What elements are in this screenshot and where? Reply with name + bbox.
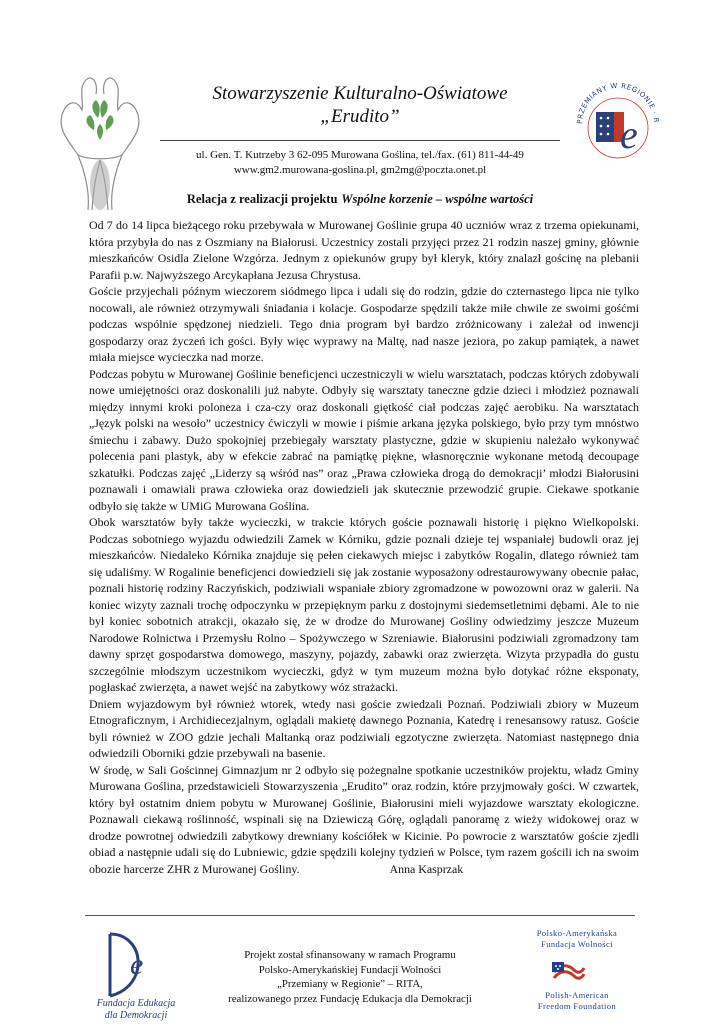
report-title-prefix: Relacja z realizacji projektu [186, 192, 338, 206]
paragraph: Podczas pobytu w Murowanej Goślinie beneficjenci uczestniczyli w wielu warsztatach, podczas których zdobywali nowe umiejętności oraz doskonalili już nabyte. Odbyły się warsztaty taneczne gdzie dzieci i młodzież poznawali między innymi kroki poloneza i cza-czy oraz doskonali giętkość ciał podczas zajęć aerobiku. Na warsztatach „Język polski na wesoło” uczestnicy ćwiczyli w mowie i piśmie arkana języka polskiego, było przy tym mnóstwo śmiechu i zabawy. Dużo spokojniej przebiegały warsztaty plastyczne, gdzie w skupieniu należało wykonywać polecenia pani plastyk, aby w efekcie zabrać na pamiątkę piękne, własnoręcznie wykonane metodą decoupage szkatułki. Podczas zajęć „Liderzy są wśród nas” oraz „Prawa człowieka drogą do demokracji’ młodzi Białorusini poznawali i omawiali prawa człowieka oraz dowiedzieli jak skutecznie przewodzić grupie. Ciekawe spotkanie odbyło się także w UMiG Murowana Goślina. [89, 366, 639, 513]
funding-line: Polsko-Amerykańskiej Fundacji Wolności [258, 963, 442, 976]
address-line: ul. Gen. T. Kutrzeby 3 62-095 Murowana Goślina, tel./fax. (61) 811-44-49 [196, 149, 524, 161]
footer-divider [85, 915, 635, 916]
pafw-polish-line2: Fundacja Wolności [541, 939, 613, 949]
pafw-name-english [517, 990, 637, 1012]
fed-logo [90, 926, 182, 1021]
fed-logo-line2: dla Demokracji [104, 1010, 168, 1021]
organization-name-line2: „Erudito” [320, 106, 400, 127]
rita-logo [568, 68, 668, 180]
funding-line: Projekt został sfinansowany w ramach Programu [244, 949, 456, 961]
report-body [89, 217, 639, 877]
header-divider [160, 140, 560, 141]
pafw-english-line2: Freedom Foundation [537, 1001, 617, 1011]
paragraph: Obok warsztatów były także wycieczki, w trakcie których goście poznawali historię i piękno Wielkopolski. Podczas sobotniego wyjazdu odwiedzili Zamek w Kórniku, gdzie poznali dzieje tej wspaniałej budowli oraz jej mieszkańców. Niedaleko Kórnika znajduje się pełen ciekawych miejsc i zabytków Rogalin, dlatego również tam się udaliśmy. W Rogalinie beneficjenci dowiedzieli się jak zostanie wyposażony odrestaurowywany obecnie pałac, poznali historię rodziny Raczyńskich, podziwiali wspaniałe zbiory zgromadzone w powozowni oraz w galerii. Na koniec wizyty zaznali trochę odpoczynku w przepięknym parku z dostojnymi siedemsetletnimi dębami. Ale to nie był koniec sobotnich atrakcji, okazało się, że w drodze do Murowanej Gośliny odwiedzimy jeszcze Muzeum Narodowe Rolnictwa i Przemysłu Rolno – Spożywczego w Szreniawie. Białorusini podziwiali zgromadzony tam dawny sprzęt gospodarstwa domowego, maszyny, pojazdy, zabawki oraz zwierzęta. Wizyta przypadła do gustu szczególnie młodszym uczestnikom wycieczki, gdyż w tym muzeum można było dotykać różne eksponaty, pogłaskać zwierzęta, a nawet wejść na zabytkowy wóz strażacki. [89, 515, 639, 694]
project-name: Wspólne korzenie – wspólne wartości [341, 192, 534, 206]
author-signature: Anna Kasprzak [389, 861, 464, 876]
flag-icon [550, 960, 586, 984]
paragraph: Dniem wyjazdowym był również wtorek, wtedy nasi goście zwiedzali Poznań. Podziwiali zbiory w Muzeum Etnograficznym, i Archidiecezjalnym, oglądali makietę dawnego Poznania, Katedrę i renesansowy ratusz. Goście byli również w ZOO gdzie jechali Maltanką oraz podziwiali egzotyczne zwierzęta. Natomiast następnego dnia odwiedzili Oborniki gdzie przebywali na basenie. [89, 696, 639, 760]
paragraph: Od 7 do 14 lipca bieżącego roku przebywała w Murowanej Goślinie grupa 40 uczniów wraz z trzema opiekunami, która przybyła do nas z Oszmiany na Białorusi. Uczestnicy zostali przyjęci przez 21 rodzin naszej gminy, głównie mieszkańców Osidla Zielone Wzgórza. Jednym z opiekunów grupy był kleryk, który znalazł gościnę na plebanii Parafii p.w. Najwyższego Arcykapłana Jezusa Chrystusa. [89, 218, 639, 282]
pafw-polish-line1: Polsko-Amerykańska [536, 928, 618, 938]
funding-line: realizowanego przez Fundację Edukacja dla Demokracji [228, 992, 472, 1005]
svg-text:e: e [620, 112, 638, 157]
paragraph: W środę, w Sali Gościnnej Gimnazjum nr 2 odbyło się pożegnalne spotkanie uczestników projektu, władz Gminy Murowana Goślina, przedstawicieli Stowarzyszenia „Erudito” oraz rodzin, które przyjmowały gości. W czwartek, który był ostatnim dniem pobytu w Murowanej Goślinie, Białorusini mieli wyjazdowe warsztaty ekologiczne. Poznawali ciekawą roślinność, wspinali się na Dziewiczą Górę, oglądali panoramę z wieży widokowej oraz w drodze powrotnej odwiedzili zabytkowy drewniany kościółek w Kicinie. Po powrocie z warsztatów goście zjedli obiad a następnie udali się do Lubniewic, gdzie spędzili kolejny tydzień w Polsce, tym razem gościli ich na swoim obozie harcerze ZHR z Murowanej Gośliny. [89, 762, 639, 876]
erudito-tree-logo [48, 60, 152, 212]
organization-address [160, 148, 560, 178]
report-title [160, 192, 560, 207]
funding-note [200, 948, 500, 1006]
svg-text:e: e [130, 948, 144, 981]
pafw-english-line1: Polish-American [545, 990, 609, 1000]
organization-name [160, 82, 560, 128]
pafw-name-polish [517, 928, 637, 950]
rita-logo-text: PRZEMIANY W REGIONIE · R [575, 81, 661, 125]
organization-name-line1: Stowarzyszenie Kulturalno-Oświatowe [212, 83, 508, 104]
paragraph: Goście przyjechali późnym wieczorem siódmego lipca i udali się do rodzin, gdzie do czternastego lipca nie tylko nocowali, ale również otrzymywali śniadania i kolacje. Gospodarze spędzili także miłe chwile ze swoimi gośćmi podczas wspólnie spędzonej niedzieli. Tego dnia program był bardzo zróżnicowany i zależał od inwencji gospodarzy oraz życzeń ich gości. Były więc wyprawy na Maltę, nad nasze jeziora, po zakup pamiątek, a nawet miała miejsce wycieczka nad morze. [89, 284, 639, 364]
fed-logo-line1: Fundacja Edukacja [96, 998, 176, 1009]
contact-line: www.gm2.murowana-goslina.pl, gm2mg@poczta.onet.pl [233, 164, 487, 176]
funding-line: „Przemiany w Regionie” – RITA, [277, 978, 423, 990]
